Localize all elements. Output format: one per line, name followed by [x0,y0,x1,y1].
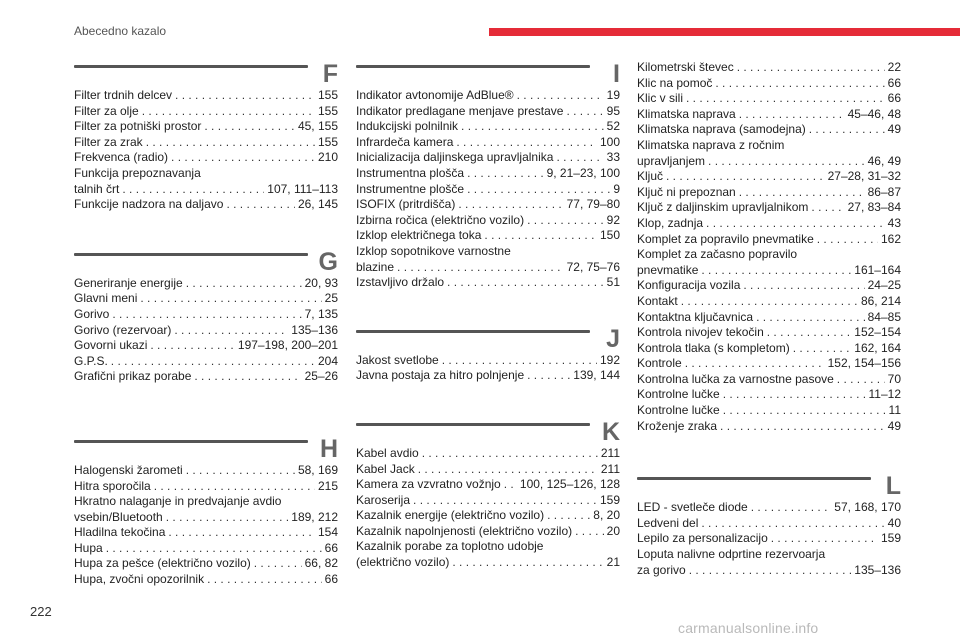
section-rule [74,253,308,256]
entry-pages: 211 [600,461,620,476]
index-entry [74,338,338,354]
entry-text: Jakost svetlobe [356,352,439,367]
index-entry [637,403,901,419]
entry-text: Ledveni del [637,515,699,530]
entry-text: Halogenski žarometi [74,462,183,477]
entry-text: Generiranje energije [74,275,183,290]
entry-text: Klic v sili [637,91,684,106]
section-header [74,58,338,88]
index-entry [356,524,620,540]
entry-pages: 154 [317,525,338,540]
index-entry [356,555,620,571]
entry-text: blazine [356,259,395,274]
entry-pages: 11 [888,403,901,418]
entry-pages: 92 [606,212,620,227]
index-entry [356,260,620,276]
index-entry [74,276,338,292]
entry-text: Kontaktna ključavnica [637,309,754,324]
section-letter: F [322,60,338,88]
entry-text: Izklop električnega toka [356,228,482,243]
entry-pages: 49 [887,418,901,433]
entry-pages: 150 [599,228,620,243]
index-entry [74,182,338,198]
entry-pages: 155 [317,88,338,102]
entry-pages: 95 [606,103,620,118]
entry-text: Komplet za popravilo pnevmatike [637,231,814,246]
section-h [74,433,338,588]
index-entry [74,510,338,526]
index-entry [356,150,620,166]
index-entry [637,372,901,388]
section-letter: L [885,472,901,501]
index-entry [74,354,338,370]
entry-text: ISOFIX (pritrdišča) [356,197,456,212]
index-entry [637,232,901,248]
index-entry [637,60,901,76]
entry-pages: 51 [606,275,620,290]
entry-text: upravljanjem [637,153,706,168]
entry-pages: 139, 144 [573,368,620,383]
index-entry [74,119,338,135]
entry-text: Javna postaja za hitro polnjenje [356,368,525,383]
entry-text: Kabel Jack [356,461,415,476]
entry-pages: 45–46, 48 [847,106,901,121]
index-entry [637,200,901,216]
entry-pages: 57, 168, 170 [834,500,901,515]
index-entry [74,150,338,166]
entry-text: G.P.S. [74,353,108,368]
entry-pages: 100, 125–126, 128 [519,477,620,492]
entry-continuation: Loputa nalivne odprtine rezervoarja [637,547,826,562]
section-header [637,470,901,500]
index-entry [74,572,338,588]
entry-text: Filter trdnih delcev [74,88,173,102]
entry-text: Klic na pomoč [637,75,713,90]
entry-pages: 86–87 [867,184,901,199]
entry-text: Funkcije nadzora na daljavo [74,197,224,212]
entry-pages: 21 [606,555,620,570]
entry-text: Ključ [637,169,664,184]
entry-pages: 66, 82 [304,556,338,571]
section-k-continued [637,60,901,434]
index-entry [637,154,901,170]
index-entry [356,135,620,151]
index-entry [74,525,338,541]
entry-text: Instrumentna plošča [356,165,465,180]
entry-pages: 107, 111–113 [267,181,338,196]
index-entry [356,353,620,369]
index-entry [637,356,901,372]
entry-text: talnih črt [74,181,120,196]
index-entry [637,563,901,579]
index-entry [637,387,901,403]
entry-pages: 197–198, 200–201 [237,338,338,353]
index-entry [637,91,901,107]
section-rule [356,423,590,426]
header-title: Abecedno kazalo [74,24,167,38]
entry-pages: 204 [317,353,338,368]
entry-text: Frekvenca (radio) [74,150,169,165]
index-entry [356,493,620,509]
entry-pages: 192 [599,352,620,367]
entry-continuation: Kazalnik porabe za toplotno udobje [356,539,544,554]
index-entry [74,556,338,572]
entry-pages: 25 [324,291,338,306]
entry-text: Karoserija [356,492,411,507]
entry-text: Kilometrski števec [637,60,734,74]
index-entry [637,310,901,326]
entry-text: Kamera za vzvratno vožnjo [356,477,501,492]
index-entry [637,516,901,532]
entry-text: Hupa za pešce (električno vozilo) [74,556,251,571]
index-entry [74,479,338,495]
entry-text: vsebin/Bluetooth [74,509,163,524]
entry-text: Hladilna tekočina [74,525,166,540]
entry-pages: 70 [887,371,901,386]
entry-text: Kontrole [637,356,682,371]
entry-pages: 210 [317,150,338,165]
entry-pages: 52 [606,119,620,134]
index-entry [74,135,338,151]
entry-pages: 26, 145 [297,197,338,212]
entry-continuation: Hkratno nalaganje in predvajanje avdio [74,494,282,509]
index-entry [637,325,901,341]
entry-pages: 20, 93 [304,275,338,290]
section-header [74,433,338,463]
entry-text: Ključ z daljinskim upravljalnikom [637,200,809,215]
index-entry [356,166,620,182]
section-rule [356,65,590,68]
entry-text: Kazalnik energije (električno vozilo) [356,508,545,523]
index-entry [637,185,901,201]
entry-text: Ključ ni prepoznan [637,184,736,199]
entry-text: Klimatska naprava [637,106,736,121]
entry-pages: 100 [599,134,620,149]
entry-text: Indikator predlagane menjave prestave [356,103,564,118]
entry-pages: 152, 154–156 [827,356,901,371]
entry-text: Glavni meni [74,291,138,306]
entry-pages: 189, 212 [291,509,338,524]
index-entry [356,119,620,135]
entry-pages: 45, 155 [297,119,338,134]
section-f [74,58,338,213]
entry-text: Kontrola tlaka (s kompletom) [637,340,790,355]
entry-text: Indukcijski polnilnik [356,119,459,134]
index-entry [356,88,620,104]
entry-pages: 58, 169 [297,462,338,477]
section-letter: H [319,434,338,463]
index-entry [637,76,901,92]
index-entry [637,341,901,357]
entry-pages: 159 [880,531,901,546]
entry-pages: 19 [606,88,620,102]
entry-pages: 25–26 [304,369,338,384]
entry-text: Govorni ukazi [74,338,148,353]
index-entry [74,197,338,213]
index-entry [74,307,338,323]
section-letter: J [606,324,620,353]
entry-text: Kontrolne lučke [637,387,720,402]
entry-text: Kabel avdio [356,445,419,460]
page-number: 222 [30,604,52,619]
entry-pages: 72, 75–76 [566,259,620,274]
entry-pages: 8, 20 [593,508,620,523]
index-entry [637,419,901,435]
entry-pages: 135–136 [291,322,338,337]
section-letter: K [601,417,620,446]
section-header [74,246,338,276]
entry-text: (električno vozilo) [356,555,450,570]
entry-continuation: Izklop sopotnikove varnostne [356,243,511,258]
entry-text: Hupa [74,540,103,555]
index-entry [356,275,620,291]
entry-pages: 162 [880,231,901,246]
section-letter: I [613,60,620,88]
entry-pages: 155 [317,134,338,149]
index-entry [356,508,620,524]
entry-pages: 7, 135 [304,306,338,321]
index-entry [637,169,901,185]
index-entry [74,541,338,557]
index-entry [356,368,620,384]
entry-pages: 159 [599,492,620,507]
entry-text: Gorivo [74,306,110,321]
index-column-2 [356,58,620,571]
entry-text: pnevmatike [637,262,699,277]
section-rule [637,477,871,480]
entry-pages: 66 [324,540,338,555]
entry-pages: 215 [317,478,338,493]
entry-pages: 46, 49 [867,153,901,168]
index-column-1 [74,58,338,588]
entry-pages: 22 [887,60,901,74]
entry-pages: 162, 164 [854,340,901,355]
entry-pages: 9, 21–23, 100 [546,165,620,180]
entry-pages: 211 [600,445,620,460]
section-i [356,58,620,291]
index-entry [637,500,901,516]
entry-text: Infrardeča kamera [356,134,454,149]
entry-text: Kontakt [637,293,678,308]
index-entry [637,294,901,310]
entry-text: Izbirna ročica (električno vozilo) [356,212,525,227]
entry-text: Kazalnik napolnjenosti (električno vozilo) [356,523,573,538]
entry-continuation: Klimatska naprava z ročnim [637,137,785,152]
section-k [356,416,620,571]
section-j [356,323,620,384]
watermark: carmanualsonline.info [678,620,819,636]
entry-pages: 152–154 [854,325,901,340]
entry-text: Filter za zrak [74,134,143,149]
section-g [74,246,338,385]
index-entry [637,278,901,294]
entry-text: Filter za potniški prostor [74,119,202,134]
entry-pages: 11–12 [868,387,901,402]
index-column-3 [637,60,901,578]
entry-text: Konfiguracija vozila [637,278,741,293]
index-entry [74,88,338,104]
index-entry [637,531,901,547]
entry-pages: 135–136 [854,562,901,577]
index-entry [356,228,620,244]
index-entry [74,104,338,120]
section-header [356,416,620,446]
index-entry [356,477,620,493]
entry-text: Kontrolne lučke [637,403,720,418]
index-entry [74,323,338,339]
entry-pages: 40 [887,515,901,530]
entry-pages: 66 [887,75,901,90]
entry-pages: 20 [606,523,620,538]
entry-pages: 49 [887,122,901,137]
index-entry [74,463,338,479]
entry-continuation: Komplet za začasno popravilo [637,247,798,262]
entry-text: Lepilo za personalizacijo [637,531,768,546]
entry-text: LED - svetleče diode [637,500,748,515]
index-entry [356,104,620,120]
entry-text: Izstavljivo držalo [356,275,445,290]
entry-pages: 66 [887,91,901,106]
entry-text: Kroženje zraka [637,418,718,433]
index-entry [356,446,620,462]
entry-pages: 9 [613,181,620,196]
entry-continuation: Funkcija prepoznavanja [74,165,201,180]
section-rule [74,440,308,443]
entry-text: Filter za olje [74,103,139,118]
index-entry [74,291,338,307]
entry-text: za gorivo [637,562,686,577]
entry-pages: 155 [317,103,338,118]
entry-pages: 24–25 [867,278,901,293]
section-header [356,58,620,88]
entry-pages: 66 [324,572,338,587]
index-entry [637,122,901,138]
index-entry [637,263,901,279]
header-accent-bar [489,28,960,36]
entry-text: Gorivo (rezervoar) [74,322,172,337]
index-entry [637,216,901,232]
index-entry [356,462,620,478]
index-entry [356,213,620,229]
entry-pages: 161–164 [854,262,901,277]
index-entry [356,197,620,213]
entry-pages: 27, 83–84 [847,200,901,215]
entry-pages: 27–28, 31–32 [827,169,901,184]
entry-text: Klop, zadnja [637,215,704,230]
entry-text: Hitra sporočila [74,478,151,493]
entry-text: Instrumentne plošče [356,181,465,196]
section-rule [74,65,308,68]
index-entry [356,182,620,198]
entry-pages: 84–85 [867,309,901,324]
entry-text: Kontrolna lučka za varnostne pasove [637,371,834,386]
index-entry [637,107,901,123]
entry-pages: 33 [606,150,620,165]
section-rule [356,330,590,333]
entry-text: Grafični prikaz porabe [74,369,192,384]
entry-pages: 43 [887,215,901,230]
section-l [637,470,901,578]
index-entry [74,369,338,385]
entry-text: Inicializacija daljinskega upravljalnika [356,150,554,165]
entry-text: Indikator avtonomije AdBlue® [356,88,514,102]
section-header [356,323,620,353]
entry-text: Klimatska naprava (samodejna) [637,122,806,137]
entry-pages: 86, 214 [860,293,901,308]
entry-pages: 77, 79–80 [566,197,620,212]
section-letter: G [318,247,338,276]
entry-text: Hupa, zvočni opozorilnik [74,572,205,587]
entry-text: Kontrola nivojev tekočin [637,325,764,340]
